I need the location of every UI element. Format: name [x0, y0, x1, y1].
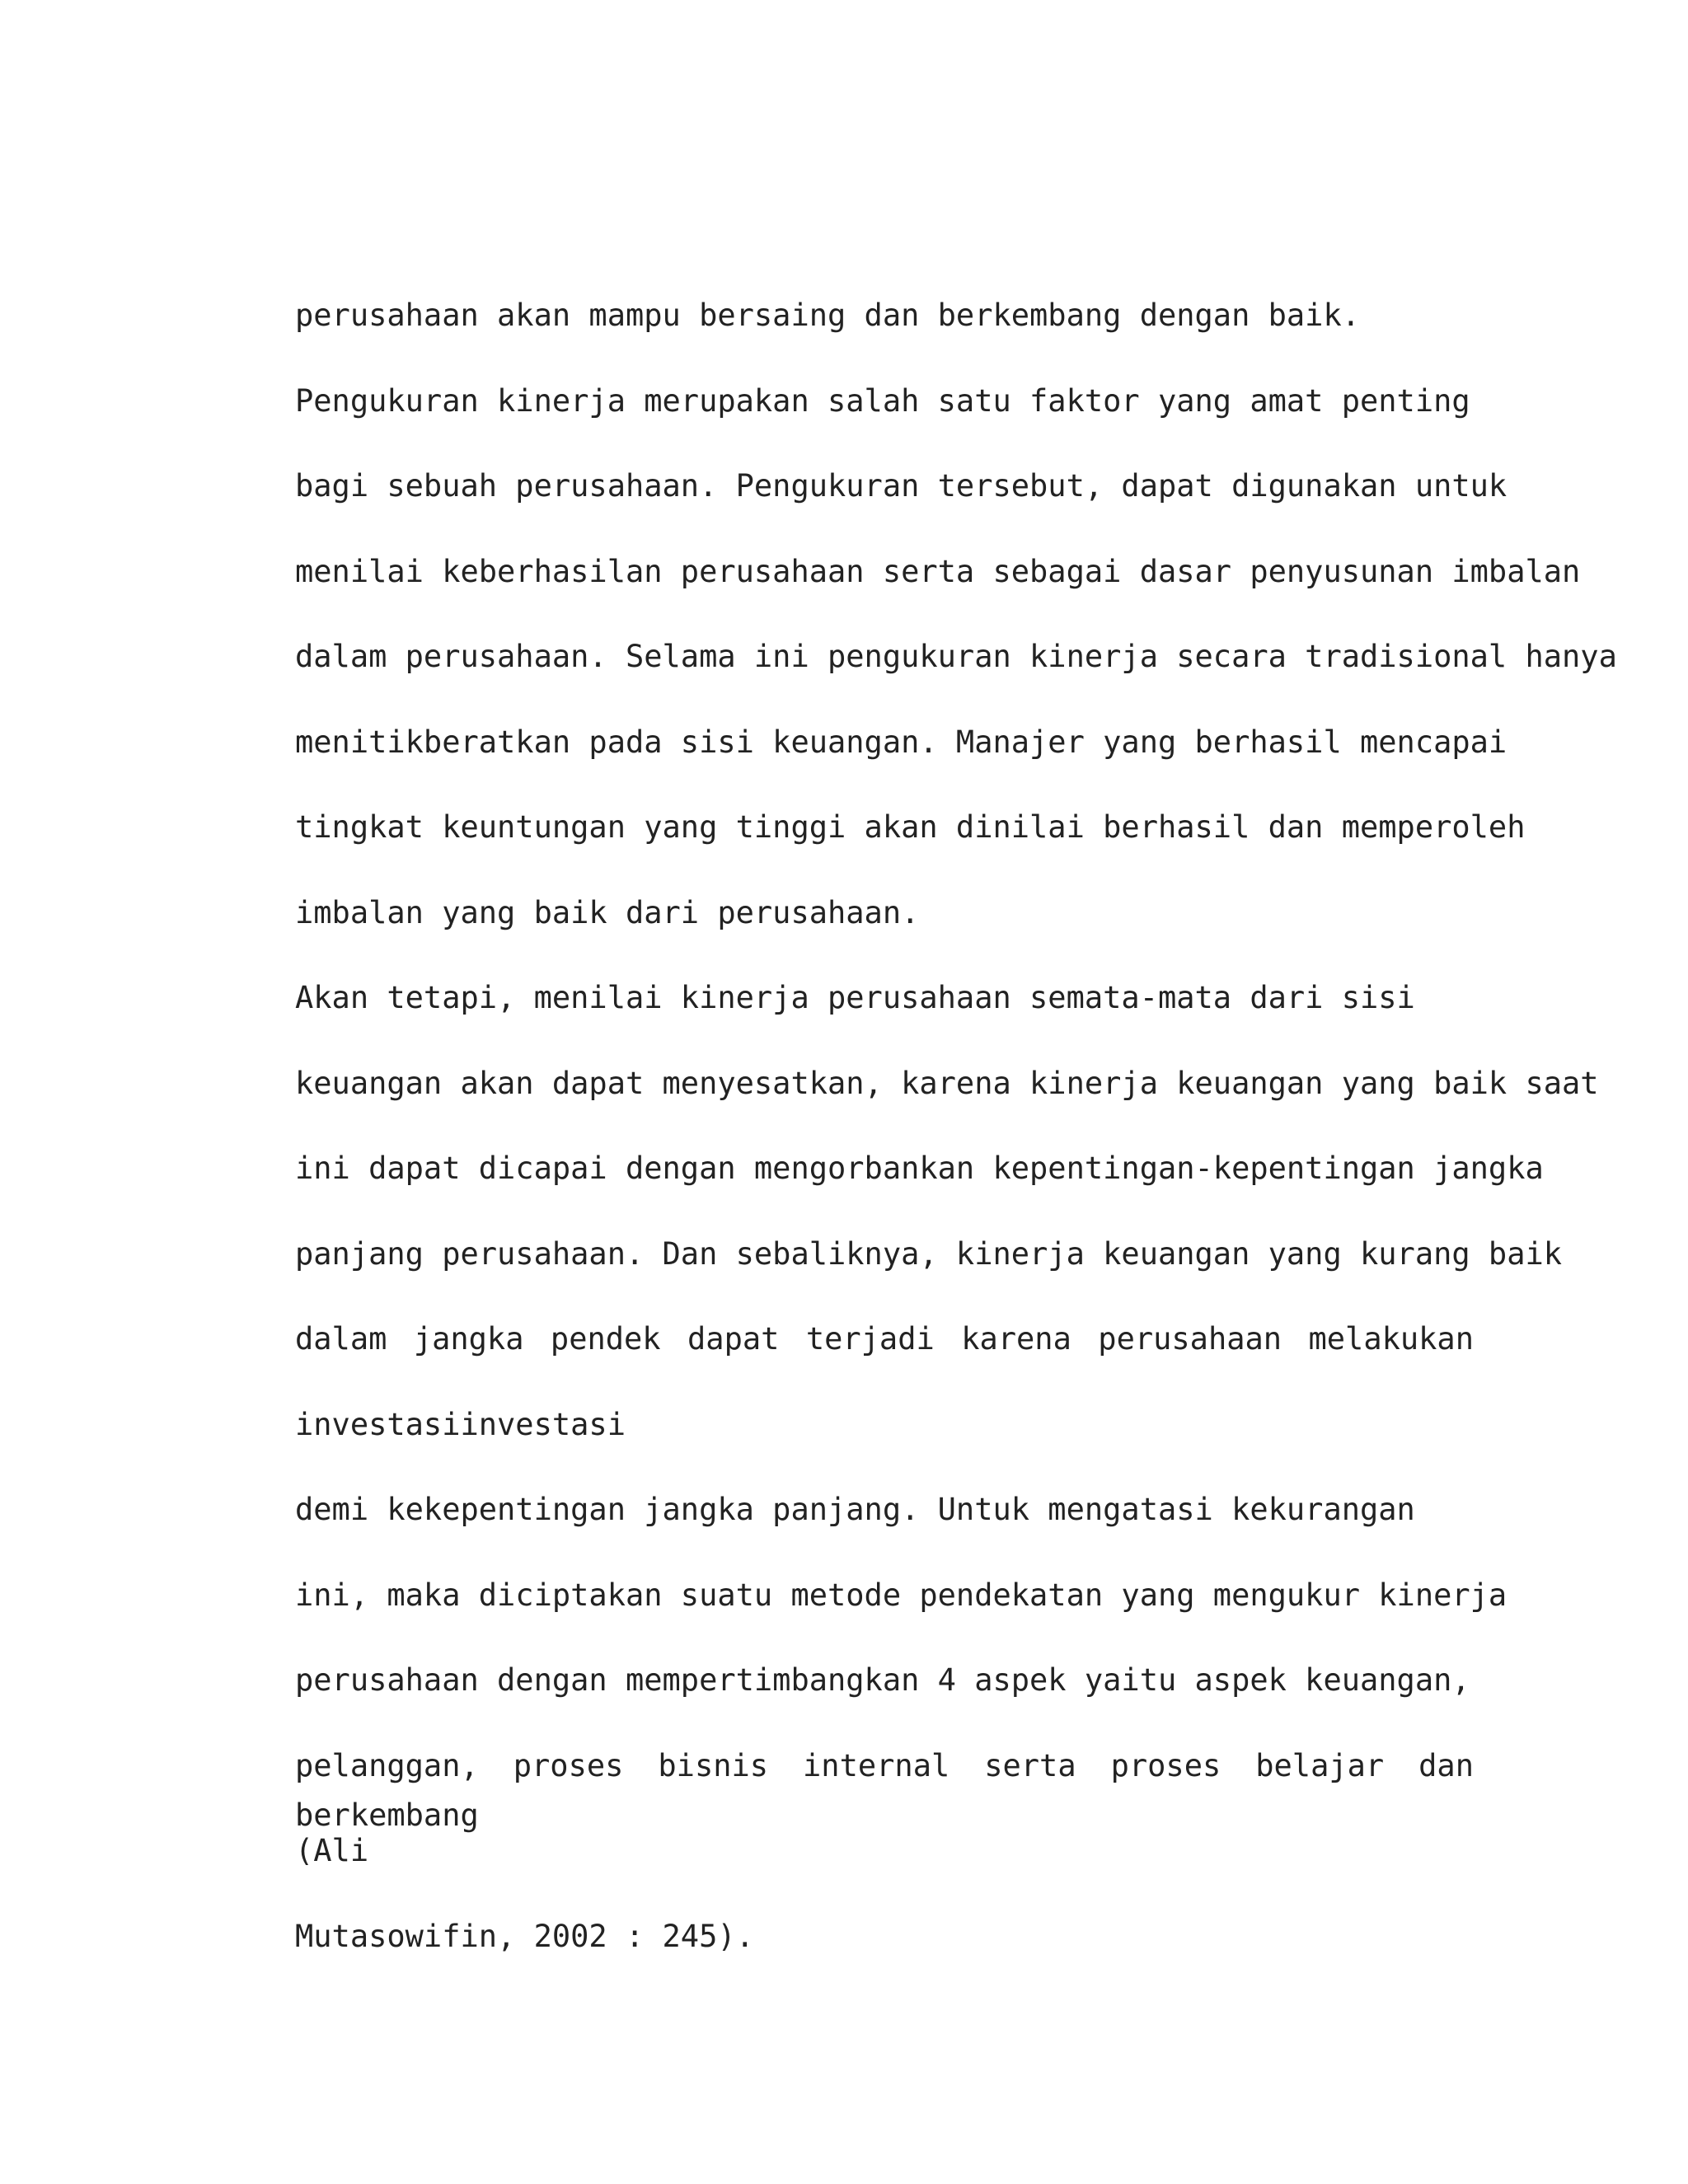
- text-line: menitikberatkan pada sisi keuangan. Manajer yang berhasil mencapai: [295, 724, 1507, 760]
- text-line: Pengukuran kinerja merupakan salah satu faktor yang amat penting: [295, 382, 1470, 419]
- text-line: Akan tetapi, menilai kinerja perusahaan semata-mata dari sisi: [295, 980, 1415, 1015]
- text-line: perusahaan dengan mempertimbangkan 4 aspek yaitu aspek keuangan,: [295, 1662, 1470, 1698]
- body-text: [295, 291, 1617, 1997]
- text-line: keuangan akan dapat menyesatkan, karena kinerja keuangan yang baik saat: [295, 1065, 1599, 1101]
- text-line: menilai keberhasilan perusahaan serta sebagai dasar penyusunan imbalan: [295, 553, 1581, 589]
- text-line: tingkat keuntungan yang tinggi akan dinilai berhasil dan memperoleh: [295, 809, 1526, 845]
- text-line: ini dapat dicapai dengan mengorbankan kepentingan-kepentingan jangka: [295, 1151, 1544, 1186]
- text-line: perusahaan akan mampu bersaing dan berkembang dengan baik.: [295, 298, 1361, 333]
- text-line: (Ali: [295, 1833, 369, 1868]
- text-line: bagi sebuah perusahaan. Pengukuran tersebut, dapat digunakan untuk: [295, 468, 1507, 504]
- text-line: investasiinvestasi: [295, 1406, 626, 1442]
- text-line: demi kekepentingan jangka panjang. Untuk mengatasi kekurangan: [295, 1492, 1415, 1527]
- text-line: dalam jangka pendek dapat terjadi karena perusahaan melakukan: [295, 1321, 1474, 1357]
- text-line: imbalan yang baik dari perusahaan.: [295, 894, 920, 930]
- text-line: ini, maka diciptakan suatu metode pendekatan yang mengukur kinerja: [295, 1577, 1507, 1613]
- text-line: pelanggan, proses bisnis internal serta proses belajar dan berkembang: [295, 1747, 1474, 1833]
- text-line: dalam perusahaan. Selama ini pengukuran kinerja secara tradisional hanya: [295, 639, 1617, 674]
- text-line: Mutasowifin, 2002 : 245).: [295, 1918, 754, 1954]
- text-line: panjang perusahaan. Dan sebaliknya, kinerja keuangan yang kurang baik: [295, 1235, 1563, 1272]
